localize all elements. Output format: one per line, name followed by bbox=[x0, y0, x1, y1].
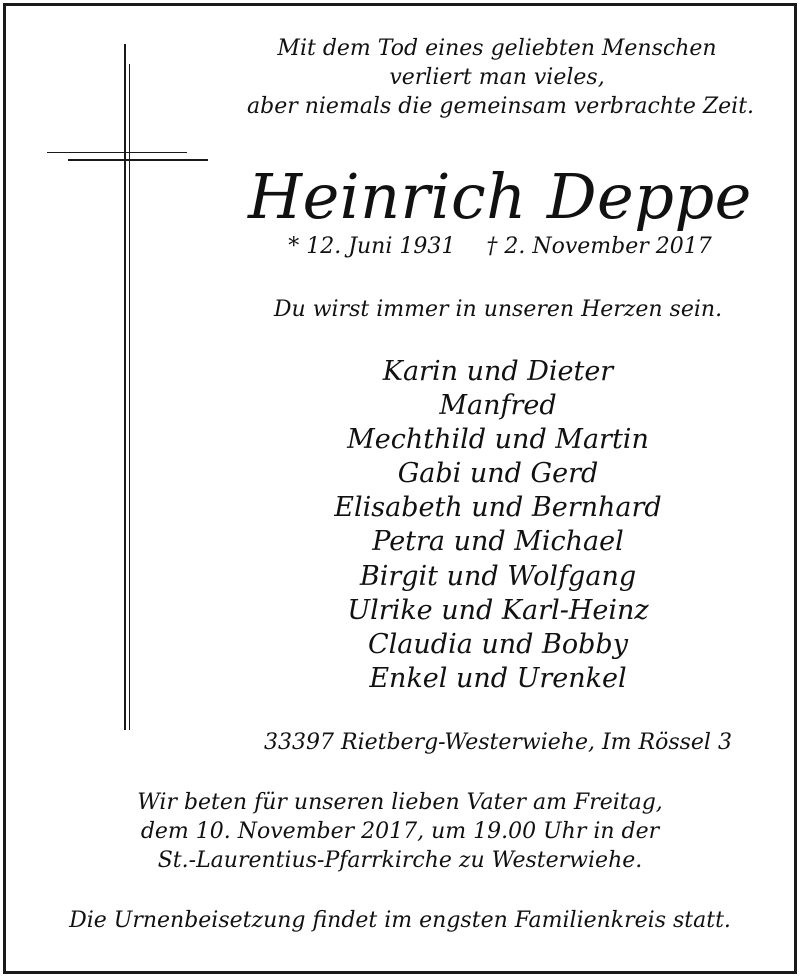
life-dates bbox=[250, 234, 750, 259]
motto-line: Mit dem Tod eines geliebten Menschen bbox=[277, 36, 717, 61]
cross-horizontal-bar-lower bbox=[68, 159, 208, 161]
mourner-name: Claudia und Bobby bbox=[368, 629, 628, 660]
mourner-name: Birgit und Wolfgang bbox=[359, 561, 637, 592]
cross-vertical-bar-inner bbox=[129, 64, 130, 730]
motto-line: verliert man vieles, bbox=[389, 65, 605, 90]
mourner-name: Karin und Dieter bbox=[382, 356, 614, 387]
motto-line: aber niemals die gemeinsam verbrachte Zeit. bbox=[247, 94, 755, 119]
mourner-name: Mechthild und Martin bbox=[347, 424, 649, 455]
mourner-name: Ulrike und Karl-Heinz bbox=[347, 595, 649, 626]
mourner-name: Gabi und Gerd bbox=[397, 458, 599, 489]
farewell-text: Du wirst immer in unseren Herzen sein. bbox=[273, 297, 723, 322]
family-address: 33397 Rietberg-Westerwiehe, Im Rössel 3 bbox=[264, 730, 732, 755]
death-date: † 2. November 2017 bbox=[486, 234, 712, 259]
mourner-name: Elisabeth und Bernhard bbox=[334, 492, 662, 523]
service-info-line: Wir beten für unseren lieben Vater am Freitag, bbox=[137, 790, 663, 815]
birth-date: * 12. Juni 1931 bbox=[288, 234, 456, 259]
mourner-name: Petra und Michael bbox=[372, 526, 624, 557]
deceased-name: Heinrich Deppe bbox=[248, 160, 752, 233]
service-info-line: dem 10. November 2017, um 19.00 Uhr in der bbox=[140, 819, 660, 844]
cross-vertical-bar bbox=[124, 44, 126, 730]
service-info-line: St.-Laurentius-Pfarrkirche zu Westerwiehe. bbox=[157, 848, 643, 873]
cross-horizontal-bar bbox=[47, 152, 187, 153]
burial-note: Die Urnenbeisetzung findet im engsten Familienkreis statt. bbox=[69, 908, 731, 933]
mourner-name: Enkel und Urenkel bbox=[369, 663, 627, 694]
mourner-name: Manfred bbox=[439, 390, 557, 421]
